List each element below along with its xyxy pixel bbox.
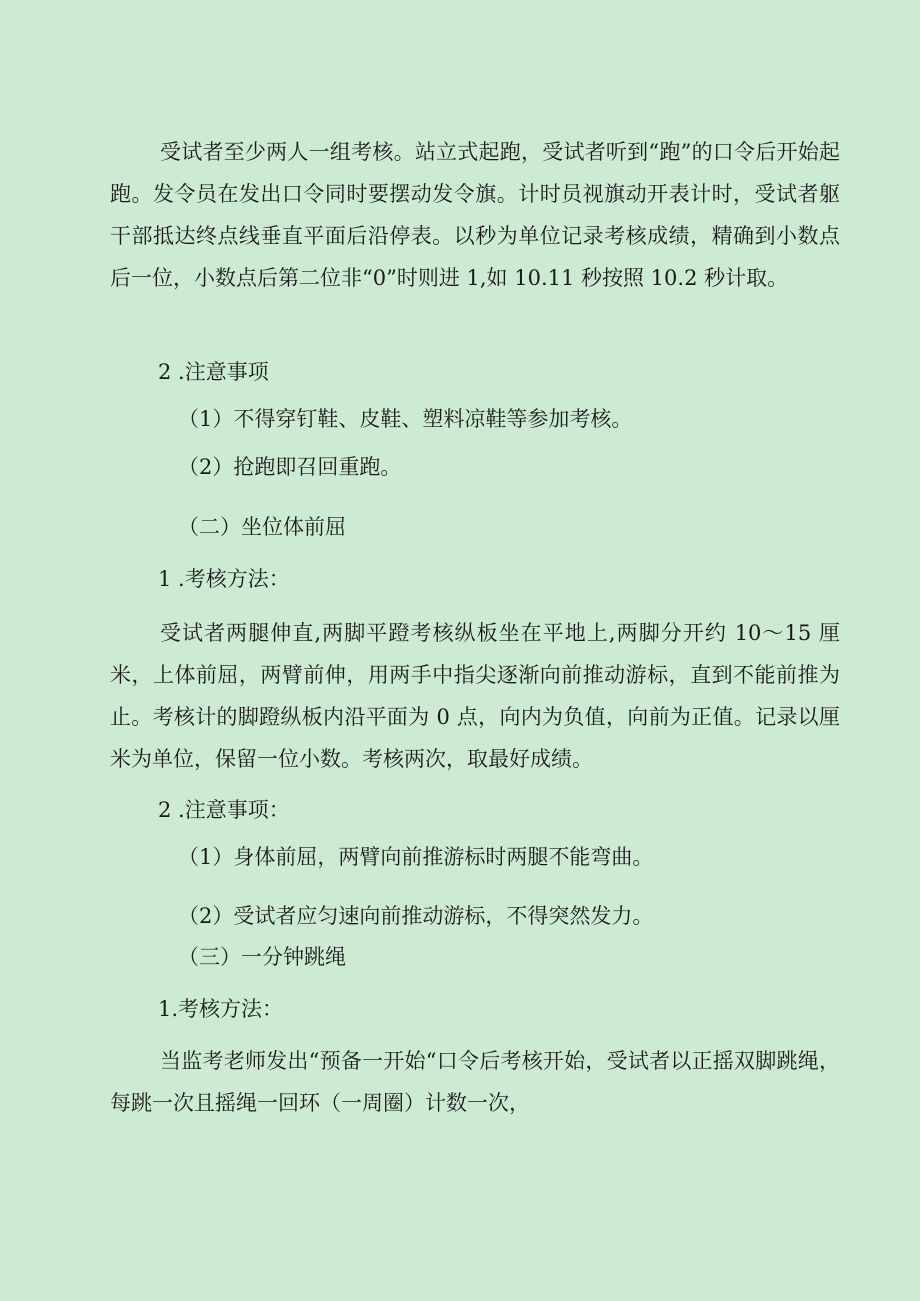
note-sprint-1: （1）不得穿钉鞋、皮鞋、塑料凉鞋等参加考核。 bbox=[178, 407, 633, 431]
heading-method-sit-and-reach: 1 .考核方法： bbox=[158, 567, 290, 591]
heading-notes-sprint: 2 .注意事项 bbox=[158, 360, 269, 384]
section-heading-rope-skipping: （三）一分钟跳绳 bbox=[178, 945, 346, 969]
section-heading-sit-and-reach: （二）坐位体前屈 bbox=[178, 515, 346, 539]
paragraph-rope-skipping-method: 当监考老师发出“预备一开始“口令后考核开始，受试者以正摇双脚跳绳，每跳一次且摇绳一回环（一周圈）计数一次， bbox=[110, 1049, 840, 1115]
heading-notes-sit-and-reach: 2 .注意事项： bbox=[158, 798, 290, 822]
note-sit-and-reach-1: （1）身体前屈，两臂向前推游标时两腿不能弯曲。 bbox=[178, 845, 654, 869]
paragraph-sit-and-reach-method: 受试者两腿伸直,两脚平蹬考核纵板坐在平地上,两脚分开约 10～15 厘米，上体前屈，两臂前伸，用两手中指尖逐渐向前推动游标，直到不能前推为止。考核计的脚蹬纵板内沿平面为 0 点，向内为负值，向前为正值。记录以厘米为单位，保留一位小数。考核两次，取最好成绩。 bbox=[110, 621, 840, 771]
note-sprint-2: （2）抢跑即召回重跑。 bbox=[178, 455, 402, 479]
paragraph-sprint-method: 受试者至少两人一组考核。站立式起跑，受试者听到“跑”的口令后开始起跑。发令员在发出口令同时要摆动发令旗。计时员视旗动开表计时，受试者躯干部抵达终点线垂直平面后沿停表。以秒为单位记录考核成绩，精确到小数点后一位，小数点后第二位非“0”时则进 1,如 10.11 秒按照 10.2 秒计取。 bbox=[110, 140, 840, 290]
note-sit-and-reach-2: （2）受试者应匀速向前推动游标，不得突然发力。 bbox=[178, 904, 654, 928]
heading-method-rope-skipping: 1.考核方法： bbox=[158, 997, 284, 1021]
